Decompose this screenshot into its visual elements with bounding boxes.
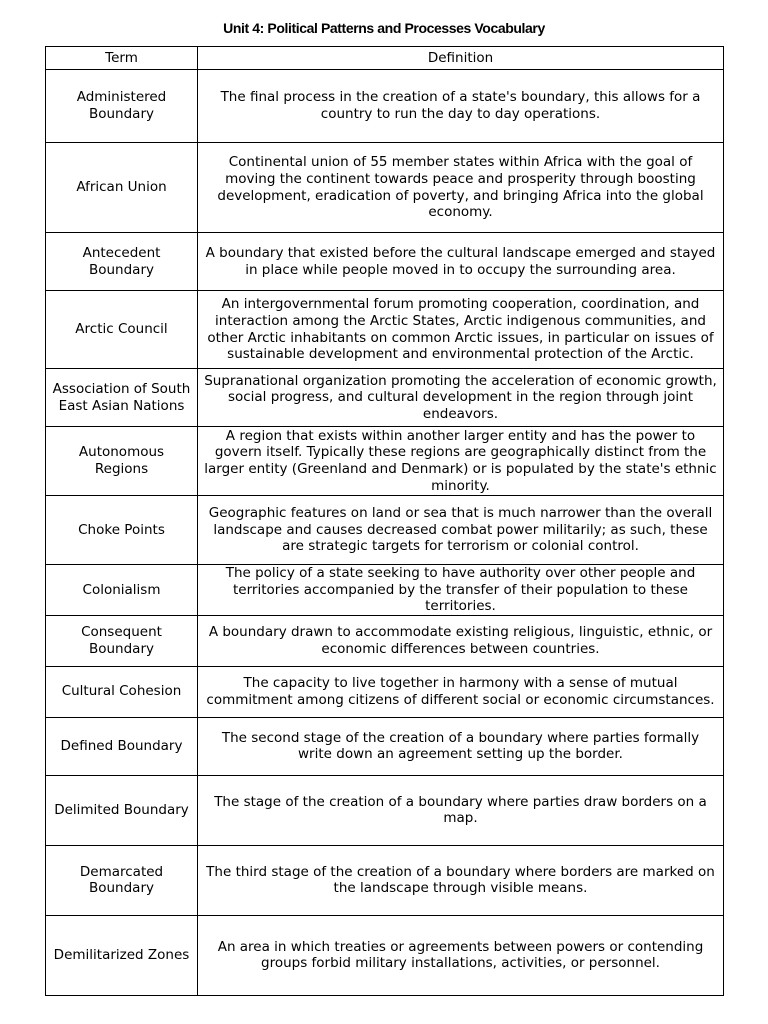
definition-cell: A boundary that existed before the cultural landscape emerged and stayed in place while people moved in to occupy the surrounding area. <box>198 233 724 291</box>
term-cell: Arctic Council <box>46 291 198 369</box>
table-row <box>46 845 724 915</box>
table-row <box>46 915 724 995</box>
definition-cell: Supranational organization promoting the acceleration of economic growth, social progress, and cultural development in the region through joint endeavors. <box>198 369 724 427</box>
definition-cell: A region that exists within another larger entity and has the power to govern itself. Typically these regions are geographically distinct from the larger entity (Greenland and Denmark) or is populated by the state's ethnic minority. <box>198 427 724 496</box>
term-cell: Demarcated Boundary <box>46 845 198 915</box>
definition-cell: Continental union of 55 member states within Africa with the goal of moving the continent towards peace and prosperity through boosting development, eradication of poverty, and bringing Africa into the global economy. <box>198 143 724 233</box>
term-cell: Demilitarized Zones <box>46 915 198 995</box>
definition-cell: The policy of a state seeking to have authority over other people and territories accompanied by the transfer of their population to these territories. <box>198 565 724 616</box>
table-row <box>46 775 724 845</box>
definition-cell: An area in which treaties or agreements between powers or contending groups forbid military installations, activities, or personnel. <box>198 915 724 995</box>
term-cell: Administered Boundary <box>46 70 198 143</box>
definition-cell: A boundary drawn to accommodate existing religious, linguistic, ethnic, or economic differences between countries. <box>198 615 724 666</box>
term-cell: Defined Boundary <box>46 717 198 775</box>
table-row <box>46 717 724 775</box>
table-row <box>46 615 724 666</box>
page-title: Unit 4: Political Patterns and Processes Vocabulary <box>223 20 545 36</box>
definition-cell: The stage of the creation of a boundary where parties draw borders on a map. <box>198 775 724 845</box>
column-header-definition: Definition <box>198 47 724 70</box>
term-cell: African Union <box>46 143 198 233</box>
term-cell: Delimited Boundary <box>46 775 198 845</box>
term-cell: Consequent Boundary <box>46 615 198 666</box>
definition-cell: The third stage of the creation of a boundary where borders are marked on the landscape through visible means. <box>198 845 724 915</box>
term-cell: Association of South East Asian Nations <box>46 369 198 427</box>
table-row <box>46 143 724 233</box>
definition-cell: The capacity to live together in harmony with a sense of mutual commitment among citizens of different social or economic circumstances. <box>198 666 724 717</box>
vocabulary-table <box>45 46 724 996</box>
table-row <box>46 496 724 565</box>
table-row <box>46 427 724 496</box>
definition-cell: The second stage of the creation of a boundary where parties formally write down an agreement setting up the border. <box>198 717 724 775</box>
term-cell: Colonialism <box>46 565 198 616</box>
table-row <box>46 666 724 717</box>
definition-cell: An intergovernmental forum promoting cooperation, coordination, and interaction among the Arctic States, Arctic indigenous communities, and other Arctic inhabitants on common Arctic issues, in particular on issues of sustainable development and environmental protection of the Arctic. <box>198 291 724 369</box>
term-cell: Antecedent Boundary <box>46 233 198 291</box>
table-row <box>46 291 724 369</box>
definition-cell: Geographic features on land or sea that is much narrower than the overall landscape and causes decreased combat power militarily; as such, these are strategic targets for terrorism or colonial control. <box>198 496 724 565</box>
term-cell: Autonomous Regions <box>46 427 198 496</box>
table-row <box>46 70 724 143</box>
table-row <box>46 369 724 427</box>
definition-cell: The final process in the creation of a state's boundary, this allows for a country to run the day to day operations. <box>198 70 724 143</box>
table-row <box>46 565 724 616</box>
term-cell: Cultural Cohesion <box>46 666 198 717</box>
term-cell: Choke Points <box>46 496 198 565</box>
table-header-row <box>46 47 724 70</box>
table-row <box>46 233 724 291</box>
column-header-term: Term <box>46 47 198 70</box>
